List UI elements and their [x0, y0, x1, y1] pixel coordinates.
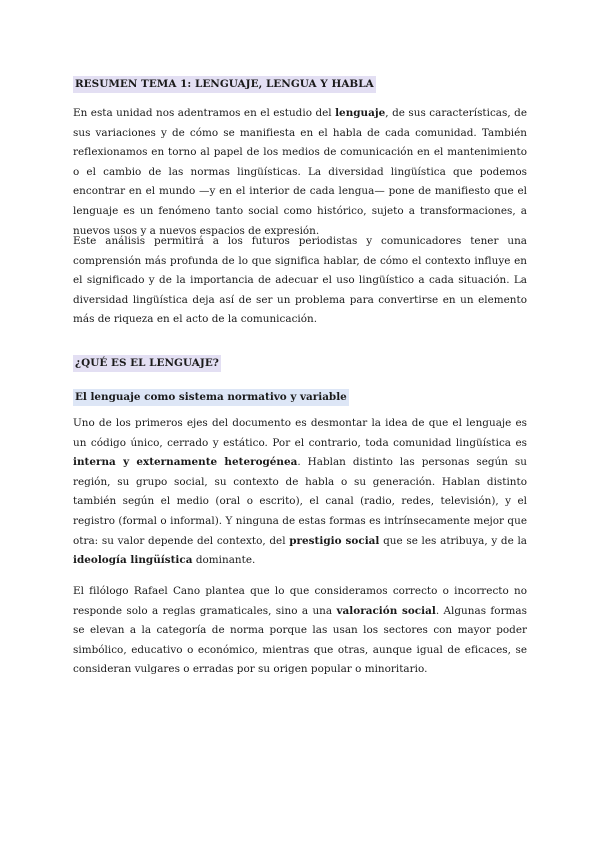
analysis-paragraph: Este análisis permitirá a los futuros periodistas y comunicadores tener una comprensión más profunda de lo que significa hablar, de cómo el contexto influye en el significado y de la importancia de adecuar el uso lingüístico a cada situación. La diversidad lingüística deja así de ser un problema para convertirse en un elemento más de riqueza en el acto de la comunicación.: [73, 235, 527, 326]
normative-text-4: dominante.: [192, 554, 256, 567]
normative-bold-heterogenea: interna y externamente heterogénea: [73, 456, 298, 469]
section-heading-block: [73, 351, 221, 372]
normative-bold-prestigio: prestigio social: [289, 534, 380, 547]
document-title: RESUMEN TEMA 1: LENGUAJE, LENGUA Y HABLA: [73, 76, 376, 93]
subheading-block: [73, 385, 349, 406]
cano-bold-valoracion: valoración social: [336, 604, 436, 617]
intro-bold-lenguaje: lenguaje: [335, 107, 386, 119]
intro-paragraph: [73, 104, 527, 241]
cano-text-1: El filólogo Rafael Cano plantea que lo que consideramos correcto o incorrecto no responde solo a reglas gramaticales, sino a una: [73, 585, 527, 617]
normative-paragraph: [73, 414, 527, 571]
title-block: [73, 72, 376, 93]
normative-text-1: Uno de los primeros ejes del documento es desmontar la idea de que el lenguaje es un código único, cerrado y estático. Por el contrario, toda comunidad lingüística es: [73, 417, 527, 449]
cano-text-2: . Algunas formas se elevan a la categoría de norma porque las usan los sectores con mayor poder simbólico, educativo o económico, mientras que otras, aunque igual de eficaces, se consideran vulgares o erradas por su origen popular o minoritario.: [73, 604, 527, 676]
normative-text-3: que se les atribuya, y de la: [379, 534, 528, 547]
intro-text-1: En esta unidad nos adentramos en el estudio del: [73, 107, 336, 119]
intro-text-2: , de sus características, de sus variaciones y de cómo se manifiesta en el habla de cada comunidad. También reflexionamos en torno al papel de los medios de comunicación en el mantenimiento o el cambio de las normas lingüísticas. La diversidad lingüística que podemos encontrar en el mundo —y en el interior de cada lengua— pone de manifiesto que el lenguaje es un fenómeno tanto social como histórico, sujeto a transformaciones, a nuevos usos y a nuevos espacios de expresión.: [73, 107, 528, 237]
normative-bold-ideologia: ideología lingüística: [73, 554, 193, 567]
cano-paragraph: [73, 582, 527, 680]
section-heading: ¿QUÉ ES EL LENGUAJE?: [73, 355, 221, 372]
subheading: El lenguaje como sistema normativo y variable: [73, 389, 349, 406]
normative-text-2: . Hablan distinto las personas según su región, su grupo social, su contexto de habla o su generación. Hablan distinto también según el medio (oral o escrito), el canal (radio, redes, televisión), y el registro (formal o informal). Y ninguna de estas formas es intrínsecamente mejor que otra: su valor depende del contexto, del: [73, 456, 527, 547]
